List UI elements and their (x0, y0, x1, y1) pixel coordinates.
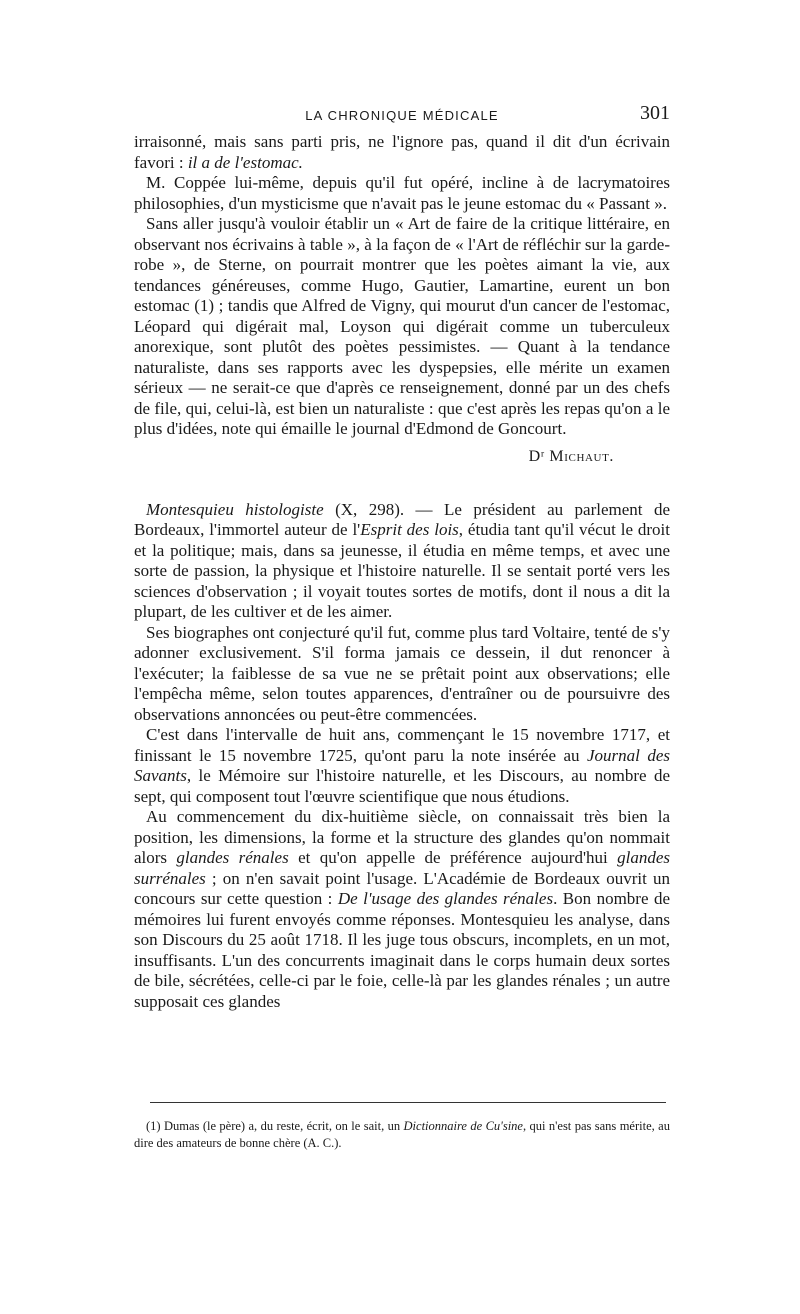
emphasis: Esprit des lois (360, 520, 459, 539)
article-continuation (134, 132, 670, 466)
paragraph-text: irraisonné, mais sans parti pris, ne l'ignore pas, quand il dit d'un écrivain favori : (134, 132, 670, 172)
emphasis: Dictionnaire de Cu'sine (403, 1119, 523, 1133)
paragraph (134, 132, 670, 173)
paragraph-text: Au commencement du dix-huitième siècle, on connaissait très bien la position, les dimensions, la forme et la structure des glandes qu'on nommait alors (134, 807, 670, 867)
article-montesquieu (134, 500, 670, 1013)
article-title: Montesquieu histologiste (146, 499, 324, 519)
page-number: 301 (640, 102, 670, 124)
page (134, 102, 670, 1012)
paragraph (134, 725, 670, 807)
running-head (134, 102, 670, 132)
footnote (134, 1118, 670, 1152)
paragraph: Ses biographes ont conjecturé qu'il fut, comme plus tard Voltaire, tenté de s'y adonner exclusivement. S'il forma jamais ce dessein, il dut renoncer à l'exécuter; la faiblesse de sa vue ne se prêtait point aux observations; elle l'empêcha même, selon toutes apparences, d'entraîner ou de poursuivre des observations annoncées ou peut-être commencées. (134, 622, 670, 724)
paragraph-text: . Bon nombre de mémoires lui furent envoyés comme réponses. Montesquieu les analyse, dans son Discours du 25 août 1718. Il les juge tous obscurs, incomplets, en un mot, insuffisants. L'un des concurrents imaginait dans le corps humain deux sortes de bile, sécrétées, celle-ci par le foie, celle-là par les glandes rénales ; un autre supposait ces glandes (134, 889, 670, 1011)
paragraph-text: , étudia tant qu'il vécut le droit et la politique; mais, dans sa jeunesse, il étudia en même temps, et avec une sorte de passion, la physique et l'histoire naturelle. Il se sentait porté vers les sciences d'observation ; il voyait toutes sortes de motifs, dont il nous a dit la plupart, de les cultiver et de les aimer. (134, 520, 670, 621)
paragraph: M. Coppée lui-même, depuis qu'il fut opéré, incline à de lacrymatoires philosophies, d'un mysticisme que n'avait pas le jeune estomac du « Passant ». (134, 173, 670, 213)
paragraph-text: ; on n'en savait point l'usage. L'Académie de Bordeaux ouvrit un concours sur cette question : (134, 868, 670, 908)
author-signature (134, 448, 614, 466)
running-title: LA CHRONIQUE MÉDICALE (305, 108, 499, 123)
emphasis: il a de l'estomac. (187, 152, 303, 172)
signature-name: Michaut. (549, 447, 614, 465)
paragraph: Sans aller jusqu'à vouloir établir un « Art de faire de la critique littéraire, en observant nos écrivains à table », à la façon de « l'Art de réfléchir sur la garde-robe », de Sterne, on pourrait montrer que les poètes aimant la vie, aux tendances généreuses, comme Hugo, Gautier, Lamartine, eurent un bon estomac (1) ; tandis que Alfred de Vigny, qui mourut d'un cancer de l'estomac, Léopard qui digérait mal, Loyson qui digérait comme un tuberculeux anorexique, sont plutôt des poètes pessimistes. — Quant à la tendance naturaliste, dans ses rapports avec les dyspepsies, elle mérite un examen sérieux — ne serait-ce que d'après ce renseignement, donné par un des chefs de file, qui, celui-là, est bien un naturaliste : que c'est après les repas qu'on a le plus d'idées, note qui émaille le journal d'Edmond de Goncourt. (134, 214, 670, 438)
emphasis: Journal des Savants (134, 745, 670, 785)
footnote-part: , qui n'est pas sans mérite, au dire des amateurs de bonne chère (A. C.). (134, 1119, 670, 1150)
paragraph (134, 500, 670, 623)
paragraph-text: (X, 298). — Le président au parlement de Bordeaux, l'immortel auteur de l' (134, 499, 670, 539)
footnote-text (134, 1118, 670, 1152)
paragraph-text: C'est dans l'intervalle de huit ans, commençant le 15 novembre 1717, et finissant le 15 novembre 1725, qu'ont paru la note insérée au (134, 725, 670, 765)
emphasis: glandes surrénales (134, 848, 670, 888)
emphasis: De l'usage des glandes rénales (337, 889, 554, 908)
paragraph-text: et qu'on appelle de préférence aujourd'hui (288, 848, 618, 867)
paragraph (134, 807, 670, 1012)
footnote-divider (150, 1102, 666, 1103)
signature-prefix: Dʳ (528, 447, 550, 465)
emphasis: glandes rénales (176, 848, 289, 867)
footnote-part: (1) Dumas (le père) a, du reste, écrit, on le sait, un (146, 1119, 404, 1133)
paragraph-text: , le Mémoire sur l'histoire naturelle, et les Discours, au nombre de sept, qui composent tout l'œuvre scientifique que nous étudions. (134, 766, 670, 806)
